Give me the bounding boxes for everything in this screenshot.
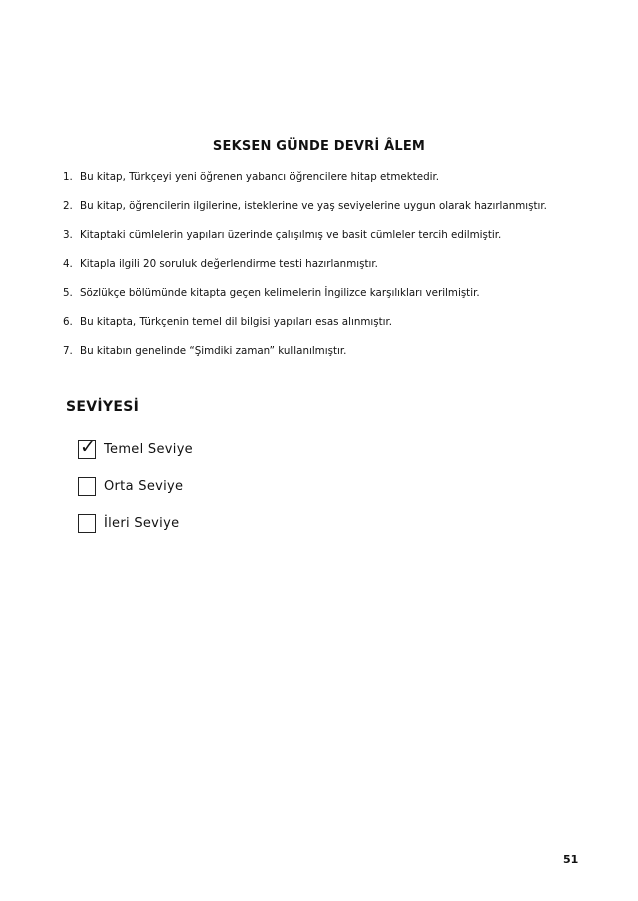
list-item [63, 344, 547, 373]
level-checkbox-ileri[interactable] [78, 514, 96, 533]
level-checkbox-temel[interactable] [78, 436, 96, 459]
check-mark-icon: ✓ [80, 436, 96, 458]
level-option-orta[interactable] [78, 468, 193, 505]
page-title: SEKSEN GÜNDE DEVRİ ÂLEM [212, 139, 426, 154]
list-item-text: Kitapla ilgili 20 soruluk değerlendirme testi hazırlanmıştır. [80, 258, 378, 270]
list-item-text: Bu kitabın genelinde “Şimdiki zaman” kullanılmıştır. [80, 345, 347, 357]
level-checkbox-orta[interactable] [78, 477, 96, 496]
feature-list [63, 170, 547, 373]
list-item-number: 4. [63, 258, 73, 270]
level-option-ileri[interactable] [78, 505, 193, 542]
level-option-temel[interactable] [78, 431, 193, 468]
list-item-number: 6. [63, 316, 73, 328]
level-heading: SEVİYESİ [66, 399, 140, 415]
list-item-number: 1. [63, 171, 73, 183]
list-item [63, 199, 547, 228]
level-option-label: Temel Seviye [104, 442, 193, 457]
list-item-number: 5. [63, 287, 73, 299]
list-item-number: 7. [63, 345, 73, 357]
list-item [63, 170, 547, 199]
list-item [63, 257, 547, 286]
level-option-label: Orta Seviye [104, 479, 184, 494]
list-item [63, 315, 547, 344]
list-item-text: Bu kitap, öğrencilerin ilgilerine, isteklerine ve yaş seviyelerine uygun olarak hazırlanmıştır. [80, 200, 547, 212]
list-item-text: Bu kitapta, Türkçenin temel dil bilgisi yapıları esas alınmıştır. [80, 316, 393, 328]
list-item-number: 2. [63, 200, 73, 212]
page-number: 51 [563, 853, 579, 866]
list-item-text: Kitaptaki cümlelerin yapıları üzerinde çalışılmış ve basit cümleler tercih edilmiştir. [80, 229, 502, 241]
list-item-text: Bu kitap, Türkçeyi yeni öğrenen yabancı öğrencilere hitap etmektedir. [80, 171, 440, 183]
list-item [63, 286, 547, 315]
list-item-text: Sözlükçe bölümünde kitapta geçen kelimelerin İngilizce karşılıkları verilmiştir. [80, 287, 480, 299]
list-item-number: 3. [63, 229, 73, 241]
level-options [78, 431, 193, 542]
level-option-label: İleri Seviye [104, 516, 180, 531]
list-item [63, 228, 547, 257]
